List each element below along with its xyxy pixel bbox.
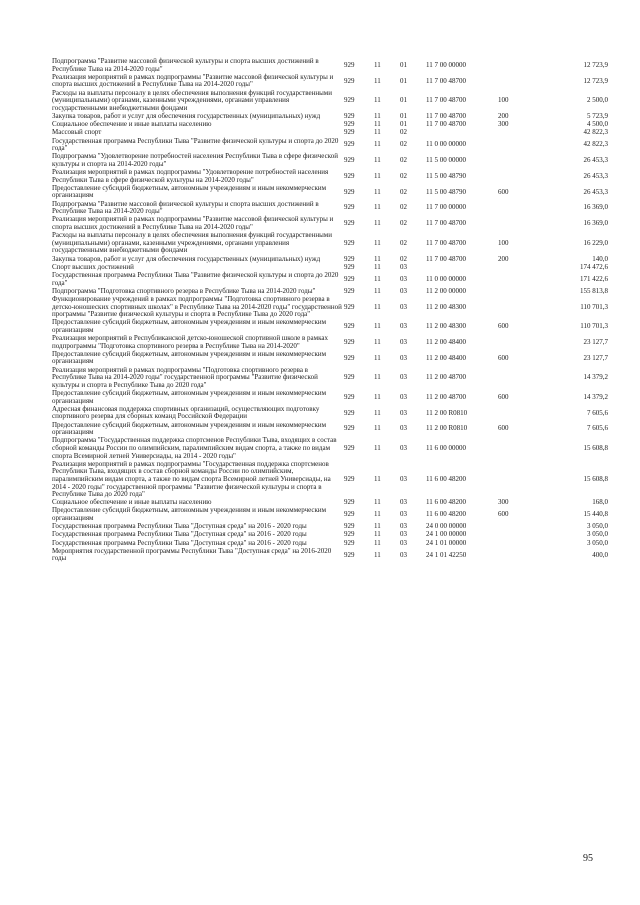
row-subsection-code: 01 <box>400 60 407 69</box>
row-grbs-code: 929 <box>344 302 355 311</box>
row-expense-type <box>498 129 538 137</box>
row-amount: 42 822,3 <box>583 128 608 137</box>
row-name: Закупка товаров, работ и услуг для обеспечения государственных (муниципальных) нужд <box>52 111 321 120</box>
table-row <box>52 335 608 351</box>
row-expense-type: 200 <box>498 254 509 263</box>
row-target-article: 11 7 00 00000 <box>426 203 466 212</box>
row-expense-type <box>498 74 538 90</box>
row-expense-type <box>498 367 538 390</box>
row-grbs-code: 929 <box>344 274 355 283</box>
row-grbs-code: 929 <box>344 203 355 212</box>
table-row <box>52 351 608 367</box>
row-subsection-code: 03 <box>400 522 407 531</box>
row-amount: 110 701,3 <box>580 322 608 331</box>
row-target-article: 24 1 01 42250 <box>426 550 467 559</box>
row-section-code: 11 <box>374 60 381 69</box>
row-expense-type <box>498 272 538 288</box>
row-subsection-code: 02 <box>400 140 407 149</box>
table-row <box>52 272 608 288</box>
row-target-article: 11 7 00 48700 <box>426 254 466 263</box>
row-grbs-code: 929 <box>344 337 355 346</box>
row-amount: 7 605,6 <box>587 408 608 417</box>
row-target-article: 11 6 00 48200 <box>426 498 466 507</box>
page-number: 95 <box>583 853 593 864</box>
row-grbs-code: 929 <box>344 96 355 105</box>
row-name: Подпрограмма "Развитие массовой физической культуры и спорта высших достижений в Республике Тыва на 2014-2020 годы" <box>52 57 319 73</box>
row-subsection-code: 02 <box>400 128 407 137</box>
row-section-code: 11 <box>374 203 381 212</box>
row-amount: 5 723,9 <box>587 111 608 120</box>
row-amount: 7 605,6 <box>587 424 608 433</box>
row-grbs-code: 929 <box>344 530 355 539</box>
row-amount: 26 453,3 <box>583 171 608 180</box>
row-subsection-code: 02 <box>400 156 407 165</box>
row-name: Массовый спорт <box>52 128 102 137</box>
row-expense-type: 300 <box>498 498 509 507</box>
row-subsection-code: 01 <box>400 120 407 129</box>
row-subsection-code: 01 <box>400 111 407 120</box>
row-section-code: 11 <box>374 550 381 559</box>
row-target-article: 11 5 00 48790 <box>426 187 466 196</box>
row-subsection-code: 02 <box>400 171 407 180</box>
row-amount: 15 608,8 <box>583 474 608 483</box>
budget-table <box>52 58 608 564</box>
row-section-code: 11 <box>374 373 381 382</box>
row-section-code: 11 <box>374 286 381 295</box>
row-grbs-code: 929 <box>344 187 355 196</box>
row-target-article: 11 7 00 48700 <box>426 96 466 105</box>
row-grbs-code: 929 <box>344 128 355 137</box>
row-grbs-code: 929 <box>344 353 355 362</box>
row-subsection-code: 03 <box>400 498 407 507</box>
row-section-code: 11 <box>374 510 381 519</box>
table-row <box>52 406 608 422</box>
row-section-code: 11 <box>374 302 381 311</box>
row-amount: 42 822,3 <box>583 140 608 149</box>
row-subsection-code: 03 <box>400 262 407 271</box>
row-section-code: 11 <box>374 187 381 196</box>
row-subsection-code: 03 <box>400 274 407 283</box>
row-target-article: 24 1 01 00000 <box>426 538 467 547</box>
row-amount: 2 500,0 <box>587 96 608 105</box>
table-row <box>52 58 608 74</box>
row-amount: 155 813,8 <box>580 286 608 295</box>
row-target-article: 11 7 00 48700 <box>426 111 466 120</box>
row-grbs-code: 929 <box>344 120 355 129</box>
table-row <box>52 138 608 154</box>
row-subsection-code: 03 <box>400 550 407 559</box>
row-name: Расходы на выплаты персоналу в целях обеспечения выполнения функций государственными (муниципальными) органами, казенными учреждениями, органами управления государственными внебюджетными фондами <box>52 88 332 112</box>
row-subsection-code: 03 <box>400 408 407 417</box>
row-subsection-code: 02 <box>400 254 407 263</box>
row-expense-type: 600 <box>498 424 509 433</box>
row-expense-type <box>498 406 538 422</box>
row-amount: 16 229,0 <box>583 238 608 247</box>
row-name: Подпрограмма "Государственная поддержка спортсменов Республики Тыва, входящих в состав сборной команды России по олимпийским, паралимпийским видам спорта, а также по видам спорта Всемирной летней Универсиады, на 2014 - 2020 годы" <box>52 436 337 460</box>
row-grbs-code: 929 <box>344 156 355 165</box>
row-target-article: 11 2 00 48400 <box>426 337 466 346</box>
row-grbs-code: 929 <box>344 550 355 559</box>
row-target-article: 24 1 00 00000 <box>426 530 467 539</box>
row-target-article: 11 2 00 48400 <box>426 353 466 362</box>
row-target-article: 11 7 00 48700 <box>426 219 466 228</box>
row-target-article: 11 7 00 48700 <box>426 76 466 85</box>
row-amount: 16 369,0 <box>583 203 608 212</box>
row-subsection-code: 02 <box>400 238 407 247</box>
row-expense-type <box>498 540 538 548</box>
row-grbs-code: 929 <box>344 392 355 401</box>
row-amount: 140,0 <box>592 254 608 263</box>
table-row <box>52 74 608 90</box>
row-grbs-code: 929 <box>344 140 355 149</box>
row-amount: 14 379,2 <box>583 392 608 401</box>
row-grbs-code: 929 <box>344 171 355 180</box>
table-row <box>52 121 608 129</box>
row-name: Предоставление субсидий бюджетным, автономным учреждениям и иным некоммерческим организациям <box>52 420 327 437</box>
row-grbs-code: 929 <box>344 474 355 483</box>
row-expense-type <box>498 58 538 74</box>
row-section-code: 11 <box>374 274 381 283</box>
row-section-code: 11 <box>374 337 381 346</box>
row-grbs-code: 929 <box>344 219 355 228</box>
row-subsection-code: 03 <box>400 286 407 295</box>
row-expense-type: 300 <box>498 120 509 129</box>
row-section-code: 11 <box>374 353 381 362</box>
row-expense-type <box>498 201 538 217</box>
row-grbs-code: 929 <box>344 286 355 295</box>
row-expense-type <box>498 461 538 500</box>
row-section-code: 11 <box>374 322 381 331</box>
row-subsection-code: 01 <box>400 76 407 85</box>
row-amount: 16 369,0 <box>583 219 608 228</box>
row-section-code: 11 <box>374 96 381 105</box>
row-name: Реализация мероприятий в рамках подпрограммы "Государственная поддержка спортсменов Республики Тыва, входящих в состав сборной команды России по олимпийским, паралимпийским видам спорта, а также по видам спорта Всемирной летней Универсиады, на 2014 - 2020 годы" государственной программы "Развитие физической культуры и спорта в Республике Тыва до 2020 года" <box>52 459 331 499</box>
row-section-code: 11 <box>374 219 381 228</box>
row-target-article: 11 2 00 R0810 <box>426 408 468 417</box>
row-subsection-code: 03 <box>400 538 407 547</box>
row-section-code: 11 <box>374 538 381 547</box>
row-section-code: 11 <box>374 498 381 507</box>
table-row <box>52 169 608 185</box>
row-grbs-code: 929 <box>344 498 355 507</box>
row-section-code: 11 <box>374 171 381 180</box>
table-row <box>52 548 608 564</box>
row-name: Спорт высших достижений <box>52 262 134 271</box>
row-section-code: 11 <box>374 156 381 165</box>
row-grbs-code: 929 <box>344 238 355 247</box>
row-grbs-code: 929 <box>344 443 355 452</box>
row-expense-type <box>498 264 538 272</box>
row-name: Мероприятия государственной программы Республики Тыва "Доступная среда" на 2016-2020 годы <box>52 546 332 563</box>
row-subsection-code: 03 <box>400 510 407 519</box>
row-grbs-code: 929 <box>344 373 355 382</box>
table-row <box>52 422 608 438</box>
row-target-article: 11 5 00 48790 <box>426 171 466 180</box>
row-target-article <box>426 264 498 272</box>
row-grbs-code: 929 <box>344 254 355 263</box>
row-section-code: 11 <box>374 128 381 137</box>
row-amount: 171 422,6 <box>580 274 608 283</box>
row-target-article: 11 7 00 48700 <box>426 238 466 247</box>
row-name: Государственная программа Республики Тыва "Развитие физической культуры и спорта до 2020 года" <box>52 270 339 287</box>
row-name: Государственная программа Республики Тыва "Доступная среда" на 2016 - 2020 годы <box>52 538 307 547</box>
row-amount: 12 723,9 <box>583 76 608 85</box>
row-expense-type: 600 <box>498 187 509 196</box>
row-expense-type: 200 <box>498 111 509 120</box>
row-amount: 174 472,6 <box>580 262 608 271</box>
row-expense-type <box>498 523 538 531</box>
row-amount: 12 723,9 <box>583 60 608 69</box>
row-name: Подпрограмма "Удовлетворение потребностей населения Республики Тыва в сфере физической культуры и спорта на 2014-2020 годы" <box>52 152 338 168</box>
row-target-article: 11 2 00 48700 <box>426 392 466 401</box>
row-target-article: 11 6 00 48200 <box>426 510 466 519</box>
row-name: Реализация мероприятий в рамках подпрограммы "Развитие массовой физической культуры и спорта высших достижений в Республике Тыва на 2014-2020 годы" <box>52 215 334 231</box>
row-subsection-code: 02 <box>400 219 407 228</box>
row-amount: 4 500,0 <box>587 120 608 129</box>
row-amount: 400,0 <box>592 550 608 559</box>
row-target-article: 11 2 00 48300 <box>426 302 466 311</box>
row-amount: 3 050,0 <box>587 538 608 547</box>
table-row <box>52 90 608 113</box>
row-expense-type: 600 <box>498 353 509 362</box>
row-section-code: 11 <box>374 254 381 263</box>
row-grbs-code: 929 <box>344 111 355 120</box>
table-row <box>52 232 608 255</box>
row-expense-type: 600 <box>498 322 509 331</box>
table-row <box>52 507 608 523</box>
row-target-article: 11 0 00 00000 <box>426 274 466 283</box>
row-grbs-code: 929 <box>344 510 355 519</box>
row-grbs-code: 929 <box>344 408 355 417</box>
row-amount: 23 127,7 <box>583 353 608 362</box>
row-section-code: 11 <box>374 474 381 483</box>
row-expense-type <box>498 531 538 539</box>
row-grbs-code: 929 <box>344 60 355 69</box>
row-expense-type <box>498 335 538 351</box>
table-row <box>52 296 608 319</box>
row-grbs-code: 929 <box>344 76 355 85</box>
table-row <box>52 216 608 232</box>
row-subsection-code: 02 <box>400 203 407 212</box>
row-subsection-code: 01 <box>400 96 407 105</box>
row-amount: 14 379,2 <box>583 373 608 382</box>
row-amount: 15 440,8 <box>583 510 608 519</box>
row-target-article: 11 7 00 00000 <box>426 60 466 69</box>
table-row <box>52 367 608 390</box>
row-expense-type <box>498 138 538 154</box>
row-target-article: 11 2 00 00000 <box>426 286 466 295</box>
row-target-article <box>426 129 498 137</box>
row-amount: 26 453,3 <box>583 187 608 196</box>
row-subsection-code: 03 <box>400 322 407 331</box>
row-expense-type <box>498 296 538 319</box>
row-name: Предоставление субсидий бюджетным, автономным учреждениям и иным некоммерческим организациям <box>52 349 327 366</box>
row-amount: 23 127,7 <box>583 337 608 346</box>
row-target-article: 11 6 00 48200 <box>426 474 466 483</box>
row-subsection-code: 03 <box>400 392 407 401</box>
row-name: Предоставление субсидий бюджетным, автономным учреждениям и иным некоммерческим организациям <box>52 389 327 405</box>
row-section-code: 11 <box>374 120 381 129</box>
row-expense-type: 100 <box>498 96 509 105</box>
row-expense-type <box>498 437 538 460</box>
row-expense-type <box>498 153 538 169</box>
row-section-code: 11 <box>374 262 381 271</box>
row-section-code: 11 <box>374 140 381 149</box>
row-name: Реализация мероприятий в Республиканской детско-юношеской спортивной школе в рамках подпрограммы "Подготовка спортивного резерва в Республике Тыва на 2014-2020" <box>52 334 328 350</box>
row-name: Подпрограмма "Подготовка спортивного резерва в Республике Тыва на 2014-2020 годы" <box>52 286 316 295</box>
row-expense-type <box>498 216 538 232</box>
table-row <box>52 461 608 500</box>
table-row <box>52 437 608 460</box>
row-amount: 110 701,3 <box>580 302 608 311</box>
row-name: Предоставление субсидий бюджетным, автономным учреждениям и иным некоммерческим организациям <box>52 183 327 200</box>
row-grbs-code: 929 <box>344 522 355 531</box>
row-target-article: 24 0 00 00000 <box>426 522 467 531</box>
row-subsection-code: 03 <box>400 424 407 433</box>
row-name: Государственная программа Республики Тыва "Развитие физической культуры и спорта до 2020 года" <box>52 136 339 153</box>
row-name: Предоставление субсидий бюджетным, автономным учреждениям и иным некоммерческим организациям <box>52 506 327 523</box>
row-subsection-code: 03 <box>400 302 407 311</box>
table-row <box>52 319 608 335</box>
row-target-article: 11 0 00 00000 <box>426 140 466 149</box>
table-row <box>52 185 608 201</box>
table-row <box>52 256 608 264</box>
row-section-code: 11 <box>374 408 381 417</box>
row-section-code: 11 <box>374 530 381 539</box>
row-name: Социальное обеспечение и иные выплаты населению <box>52 120 212 129</box>
row-grbs-code: 929 <box>344 322 355 331</box>
row-expense-type <box>498 288 538 296</box>
row-name: Реализация мероприятий в рамках подпрограммы "Удовлетворение потребностей населения Республики Тыва в сфере физической культуры на 2014-2020 годы" <box>52 168 329 184</box>
row-section-code: 11 <box>374 392 381 401</box>
row-section-code: 11 <box>374 111 381 120</box>
row-subsection-code: 03 <box>400 353 407 362</box>
row-name: Социальное обеспечение и иные выплаты населению <box>52 498 212 507</box>
row-section-code: 11 <box>374 443 381 452</box>
row-amount: 3 050,0 <box>587 522 608 531</box>
row-grbs-code: 929 <box>344 424 355 433</box>
row-section-code: 11 <box>374 238 381 247</box>
budget-table-body <box>52 58 608 564</box>
row-amount: 3 050,0 <box>587 530 608 539</box>
row-target-article: 11 5 00 00000 <box>426 156 466 165</box>
row-name: Подпрограмма "Развитие массовой физической культуры и спорта высших достижений в Республике Тыва на 2014-2020 годы" <box>52 199 319 216</box>
row-target-article: 11 2 00 R0810 <box>426 424 468 433</box>
row-name: Адресная финансовая поддержка спортивных организаций, осуществляющих подготовку спортивного резерва для сборных команд Российской Федерации <box>52 404 320 421</box>
row-expense-type <box>498 169 538 185</box>
row-subsection-code: 03 <box>400 337 407 346</box>
row-section-code: 11 <box>374 522 381 531</box>
row-name: Расходы на выплаты персоналу в целях обеспечения выполнения функций государственными (муниципальными) органами, казенными учреждениями, органами управления государственными внебюджетными фондами <box>52 231 332 255</box>
row-expense-type: 600 <box>498 392 509 401</box>
row-target-article: 11 7 00 48700 <box>426 120 466 129</box>
table-row <box>52 153 608 169</box>
row-target-article: 11 2 00 48300 <box>426 322 466 331</box>
row-name: Реализация мероприятий в рамках подпрограммы "Подготовка спортивного резерва в Республике Тыва на 2014-2020 годы" государственной программы "Развитие физической культуры и спорта в Республике Тыва до 2020 года" <box>52 365 318 389</box>
row-name: Государственная программа Республики Тыва "Доступная среда" на 2016 - 2020 годы <box>52 522 307 531</box>
row-name: Государственная программа Республики Тыва "Доступная среда" на 2016 - 2020 годы <box>52 530 307 539</box>
row-subsection-code: 03 <box>400 474 407 483</box>
row-target-article: 11 6 00 00000 <box>426 443 466 452</box>
table-row <box>52 201 608 217</box>
row-subsection-code: 03 <box>400 443 407 452</box>
row-subsection-code: 02 <box>400 187 407 196</box>
row-subsection-code: 03 <box>400 530 407 539</box>
row-grbs-code: 929 <box>344 538 355 547</box>
row-amount: 168,0 <box>592 498 608 507</box>
row-name: Функционирование учреждений в рамках подпрограммы "Подготовка спортивного резерва в детско-юношеских спортивных школах" в Республике Тыва на 2014-2020 годы" государственной программы "Развитие физической культуры и спорта в Республике Тыва до 2020 года" <box>52 294 342 319</box>
row-target-article: 11 2 00 48700 <box>426 373 466 382</box>
row-name: Предоставление субсидий бюджетным, автономным учреждениям и иным некоммерческим организациям <box>52 318 327 334</box>
row-grbs-code: 929 <box>344 262 355 271</box>
row-amount: 26 453,3 <box>583 156 608 165</box>
row-name: Реализация мероприятий в рамках подпрограммы "Развитие массовой физической культуры и спорта высших достижений в Республике Тыва на 2014-2020 годы" <box>52 72 334 89</box>
row-amount: 15 608,8 <box>583 443 608 452</box>
row-expense-type: 100 <box>498 238 509 247</box>
row-expense-type <box>498 548 538 564</box>
row-expense-type: 600 <box>498 510 509 519</box>
table-row <box>52 390 608 406</box>
row-section-code: 11 <box>374 424 381 433</box>
row-subsection-code: 03 <box>400 373 407 382</box>
row-section-code: 11 <box>374 76 381 85</box>
row-name: Закупка товаров, работ и услуг для обеспечения государственных (муниципальных) нужд <box>52 254 321 263</box>
